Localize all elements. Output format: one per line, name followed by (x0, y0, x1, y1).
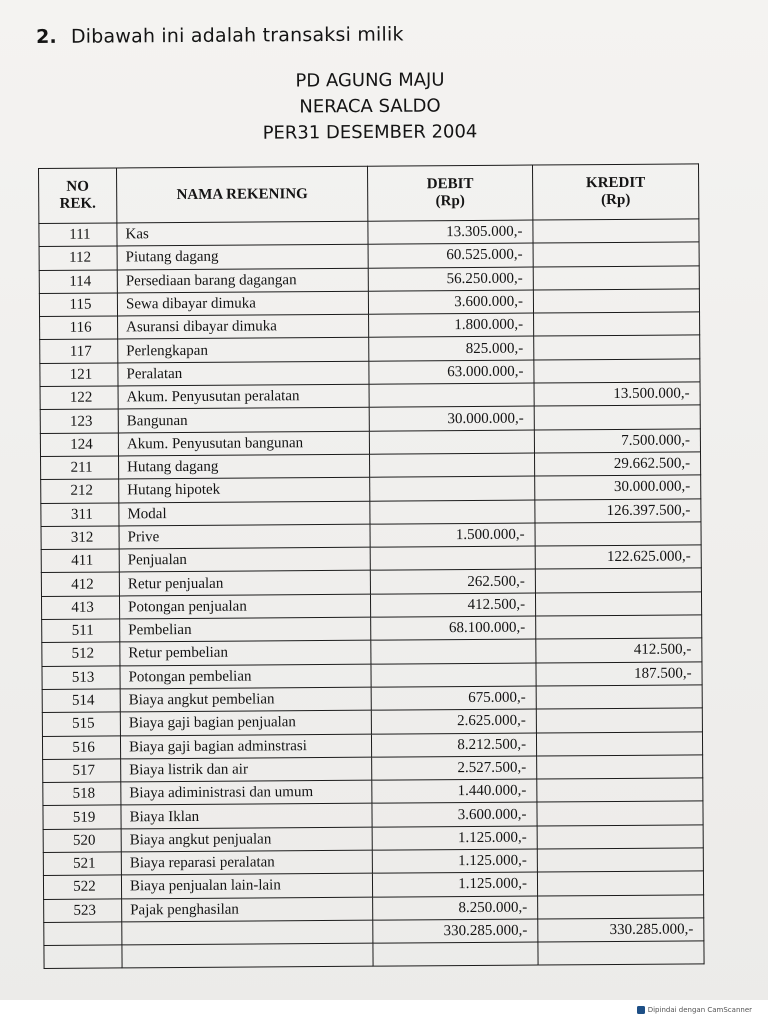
account-number: 411 (41, 549, 119, 573)
intro-text: Dibawah ini adalah transaksi milik (70, 23, 404, 48)
kredit-amount: 126.397.500,- (535, 498, 701, 522)
account-number: 522 (43, 875, 121, 899)
camscanner-icon (637, 1006, 645, 1014)
account-number: 511 (42, 619, 120, 643)
account-name: Hutang hipotek (119, 477, 370, 502)
kredit-amount (535, 522, 701, 546)
total-debit: 330.285.000,- (373, 919, 538, 943)
scanner-watermark (637, 1006, 752, 1014)
kredit-amount (534, 312, 700, 336)
account-number: 114 (39, 270, 117, 294)
account-name: Modal (119, 501, 370, 526)
account-name: Biaya angkut pembelian (120, 687, 371, 712)
empty-cell (538, 941, 704, 965)
total-kredit: 330.285.000,- (538, 918, 704, 942)
kredit-amount: 187.500,- (536, 662, 702, 686)
debit-amount: 1.440.000,- (372, 779, 537, 803)
account-name: Persediaan barang dagangan (117, 268, 368, 293)
kredit-amount: 412.500,- (536, 638, 702, 662)
kredit-amount (536, 731, 702, 755)
account-number: 516 (42, 735, 120, 759)
account-number: 117 (40, 339, 118, 363)
kredit-amount (533, 265, 699, 289)
account-name: Potongan penjualan (119, 594, 370, 619)
account-number: 112 (39, 246, 117, 270)
report-title: NERACA SALDO (299, 95, 441, 118)
account-number: 211 (41, 456, 119, 480)
debit-amount: 30.000.000,- (369, 406, 534, 430)
account-name: Retur pembelian (120, 641, 371, 666)
debit-amount (371, 639, 536, 663)
account-number: 115 (39, 293, 117, 317)
kredit-amount (535, 592, 701, 616)
account-number: 515 (42, 712, 120, 736)
account-number: 513 (42, 666, 120, 690)
account-name: Perlengkapan (118, 338, 369, 363)
kredit-amount (533, 242, 699, 266)
account-name: Asuransi dibayar dimuka (118, 314, 369, 339)
total-no-cell (44, 922, 122, 946)
account-number: 514 (42, 689, 120, 713)
account-number: 312 (41, 526, 119, 550)
kredit-amount: 7.500.000,- (534, 429, 700, 453)
header-account-name: NAMA REKENING (117, 166, 368, 223)
account-name: Pajak penghasilan (122, 897, 373, 922)
debit-amount: 1.125.000,- (372, 849, 537, 873)
debit-amount: 56.250.000,- (368, 267, 533, 291)
debit-amount: 1.125.000,- (372, 872, 537, 896)
account-number: 518 (43, 782, 121, 806)
kredit-amount (537, 778, 703, 802)
account-name: Prive (119, 524, 370, 549)
kredit-amount (534, 359, 700, 383)
account-name: Penjualan (119, 547, 370, 572)
account-name: Sewa dibayar dimuka (117, 291, 368, 316)
company-name: PD AGUNG MAJU (295, 69, 445, 92)
kredit-amount (536, 615, 702, 639)
account-name: Peralatan (118, 361, 369, 386)
account-number: 519 (43, 805, 121, 829)
kredit-amount (534, 335, 700, 359)
account-name: Biaya angkut penjualan (121, 827, 372, 852)
account-name: Biaya adiministrasi dan umum (121, 780, 372, 805)
kredit-amount (533, 289, 699, 313)
account-number: 413 (41, 596, 119, 620)
intro-line (36, 23, 404, 48)
account-name: Akum. Penyusutan peralatan (118, 384, 369, 409)
empty-cell (373, 942, 538, 966)
debit-amount: 63.000.000,- (369, 360, 534, 384)
account-name: Biaya gaji bagian adminstrasi (120, 734, 371, 759)
kredit-amount (537, 825, 703, 849)
account-name: Pembelian (120, 617, 371, 642)
account-number: 520 (43, 829, 121, 853)
debit-amount (370, 453, 535, 477)
account-name: Bangunan (118, 408, 369, 433)
account-name: Biaya gaji bagian penjualan (120, 710, 371, 735)
empty-cell (122, 943, 373, 968)
kredit-amount (537, 871, 703, 895)
debit-amount: 1.800.000,- (369, 313, 534, 337)
kredit-amount (537, 801, 703, 825)
debit-amount: 675.000,- (371, 686, 536, 710)
table-header-row (39, 164, 699, 224)
scanner-note: Dipindai dengan CamScanner (647, 1006, 752, 1014)
kredit-amount (537, 755, 703, 779)
kredit-amount (537, 848, 703, 872)
account-name: Hutang dagang (119, 454, 370, 479)
debit-amount: 1.500.000,- (370, 523, 535, 547)
kredit-amount (536, 685, 702, 709)
header-debit: DEBIT (Rp) (367, 165, 532, 221)
debit-amount: 825.000,- (369, 337, 534, 361)
debit-amount (369, 430, 534, 454)
kredit-amount (536, 708, 702, 732)
debit-amount: 8.250.000,- (373, 896, 538, 920)
debit-amount: 68.100.000,- (371, 616, 536, 640)
account-number: 517 (43, 759, 121, 783)
debit-amount (371, 663, 536, 687)
debit-amount (370, 546, 535, 570)
kredit-amount (533, 219, 699, 243)
account-number: 412 (41, 572, 119, 596)
account-name: Retur penjualan (119, 571, 370, 596)
debit-amount (370, 500, 535, 524)
header-account-number: NO REK. (39, 168, 117, 224)
question-number: 2. (36, 25, 57, 48)
account-number: 523 (44, 899, 122, 923)
account-number: 122 (40, 386, 118, 410)
kredit-amount: 30.000.000,- (535, 475, 701, 499)
account-number: 123 (40, 409, 118, 433)
kredit-amount: 13.500.000,- (534, 382, 700, 406)
empty-row (44, 941, 704, 969)
trial-balance-table (38, 163, 704, 980)
debit-amount: 412.500,- (370, 593, 535, 617)
header-kredit: KREDIT (Rp) (532, 164, 698, 220)
account-name: Piutang dagang (117, 244, 368, 269)
debit-amount: 8.212.500,- (371, 733, 536, 757)
empty-cell (44, 945, 122, 969)
debit-amount (369, 383, 534, 407)
debit-amount (370, 476, 535, 500)
table-body (39, 219, 704, 969)
report-period: PER31 DESEMBER 2004 (262, 121, 478, 144)
account-number: 124 (40, 433, 118, 457)
debit-amount: 3.600.000,- (368, 290, 533, 314)
debit-amount: 13.305.000,- (368, 220, 533, 244)
kredit-amount (538, 894, 704, 918)
kredit-amount (535, 568, 701, 592)
account-number: 512 (42, 642, 120, 666)
debit-amount: 60.525.000,- (368, 243, 533, 267)
account-number: 521 (43, 852, 121, 876)
account-name: Potongan pembelian (120, 664, 371, 689)
account-number: 311 (41, 503, 119, 527)
debit-amount: 262.500,- (370, 569, 535, 593)
kredit-amount: 122.625.000,- (535, 545, 701, 569)
debit-amount: 1.125.000,- (372, 826, 537, 850)
account-number: 212 (41, 479, 119, 503)
account-name: Biaya Iklan (121, 804, 372, 829)
account-number: 111 (39, 223, 117, 247)
account-number: 121 (40, 363, 118, 387)
debit-amount: 2.625.000,- (371, 709, 536, 733)
account-number: 116 (40, 316, 118, 340)
account-name: Biaya listrik dan air (121, 757, 372, 782)
kredit-amount (534, 405, 700, 429)
kredit-amount: 29.662.500,- (535, 452, 701, 476)
debit-amount: 2.527.500,- (372, 756, 537, 780)
debit-amount: 3.600.000,- (372, 802, 537, 826)
account-name: Biaya reparasi peralatan (121, 850, 372, 875)
account-name: Kas (117, 221, 368, 246)
total-name-cell (122, 920, 373, 945)
account-name: Akum. Penyusutan bangunan (118, 431, 369, 456)
account-name: Biaya penjualan lain-lain (121, 873, 372, 898)
